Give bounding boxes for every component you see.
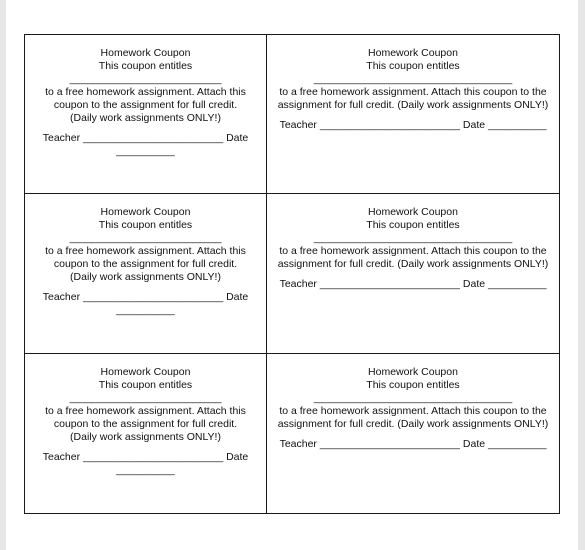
coupon-subtitle: This coupon entitles (366, 60, 460, 72)
coupon-subtitle: This coupon entitles (366, 219, 460, 232)
coupon-grid (24, 34, 560, 514)
coupon-name-line: __________________________________ (313, 391, 513, 404)
coupon-body: to a free homework assignment. Attach this coupon to the assignment for full credit. (Daily work assignments ONLY!) (45, 245, 246, 284)
coupon-body: to a free homework assignment. Attach this coupon to the assignment for full credit. (Daily work assignments ONLY!) (45, 86, 246, 124)
coupon-name-line: __________________________ (69, 232, 222, 245)
coupon-title: Homework Coupon (368, 365, 458, 378)
coupon-card (267, 354, 559, 513)
coupon-name-line: __________________________ (69, 391, 222, 404)
coupon-title: Homework Coupon (100, 365, 191, 378)
coupon-teacher-row: Teacher ________________________ Date (42, 132, 249, 144)
coupon-date-line: __________ (116, 145, 175, 157)
coupon-subtitle: This coupon entitles (98, 60, 193, 72)
coupon-card (267, 35, 559, 194)
coupon-title: Homework Coupon (100, 47, 191, 59)
coupon-teacher-row: Teacher ________________________ Date (42, 291, 249, 304)
coupon-subtitle: This coupon entitles (98, 219, 193, 232)
coupon-date-line: __________ (116, 463, 175, 476)
coupon-subtitle: This coupon entitles (366, 378, 460, 391)
coupon-teacher-row: Teacher ________________________ Date (42, 450, 249, 463)
document-page (6, 0, 578, 550)
coupon-teacher-row: Teacher ________________________ Date __________ (279, 278, 547, 291)
coupon-name-line: __________________________ (69, 73, 222, 85)
coupon-title: Homework Coupon (100, 206, 191, 219)
coupon-name-line: __________________________________ (313, 73, 513, 85)
coupon-date-line: __________ (116, 304, 175, 317)
coupon-title: Homework Coupon (368, 47, 458, 59)
coupon-body: to a free homework assignment. Attach this coupon to the assignment for full credit. (Daily work assignments ONLY!) (45, 404, 246, 443)
coupon-body: to a free homework assignment. Attach this coupon to the assignment for full credit. (Daily work assignments ONLY!) (277, 245, 549, 271)
coupon-body: to a free homework assignment. Attach this coupon to the assignment for full credit. (Daily work assignments ONLY!) (277, 86, 549, 111)
coupon-card (25, 35, 267, 194)
coupon-name-line: __________________________________ (313, 232, 513, 245)
coupon-subtitle: This coupon entitles (98, 378, 193, 391)
coupon-title: Homework Coupon (368, 206, 458, 219)
coupon-card (25, 194, 267, 353)
coupon-card (267, 194, 559, 353)
coupon-teacher-row: Teacher ________________________ Date __________ (279, 119, 547, 131)
coupon-card (25, 354, 267, 513)
coupon-body: to a free homework assignment. Attach this coupon to the assignment for full credit. (Daily work assignments ONLY!) (277, 404, 549, 430)
coupon-teacher-row: Teacher ________________________ Date __________ (279, 437, 547, 450)
